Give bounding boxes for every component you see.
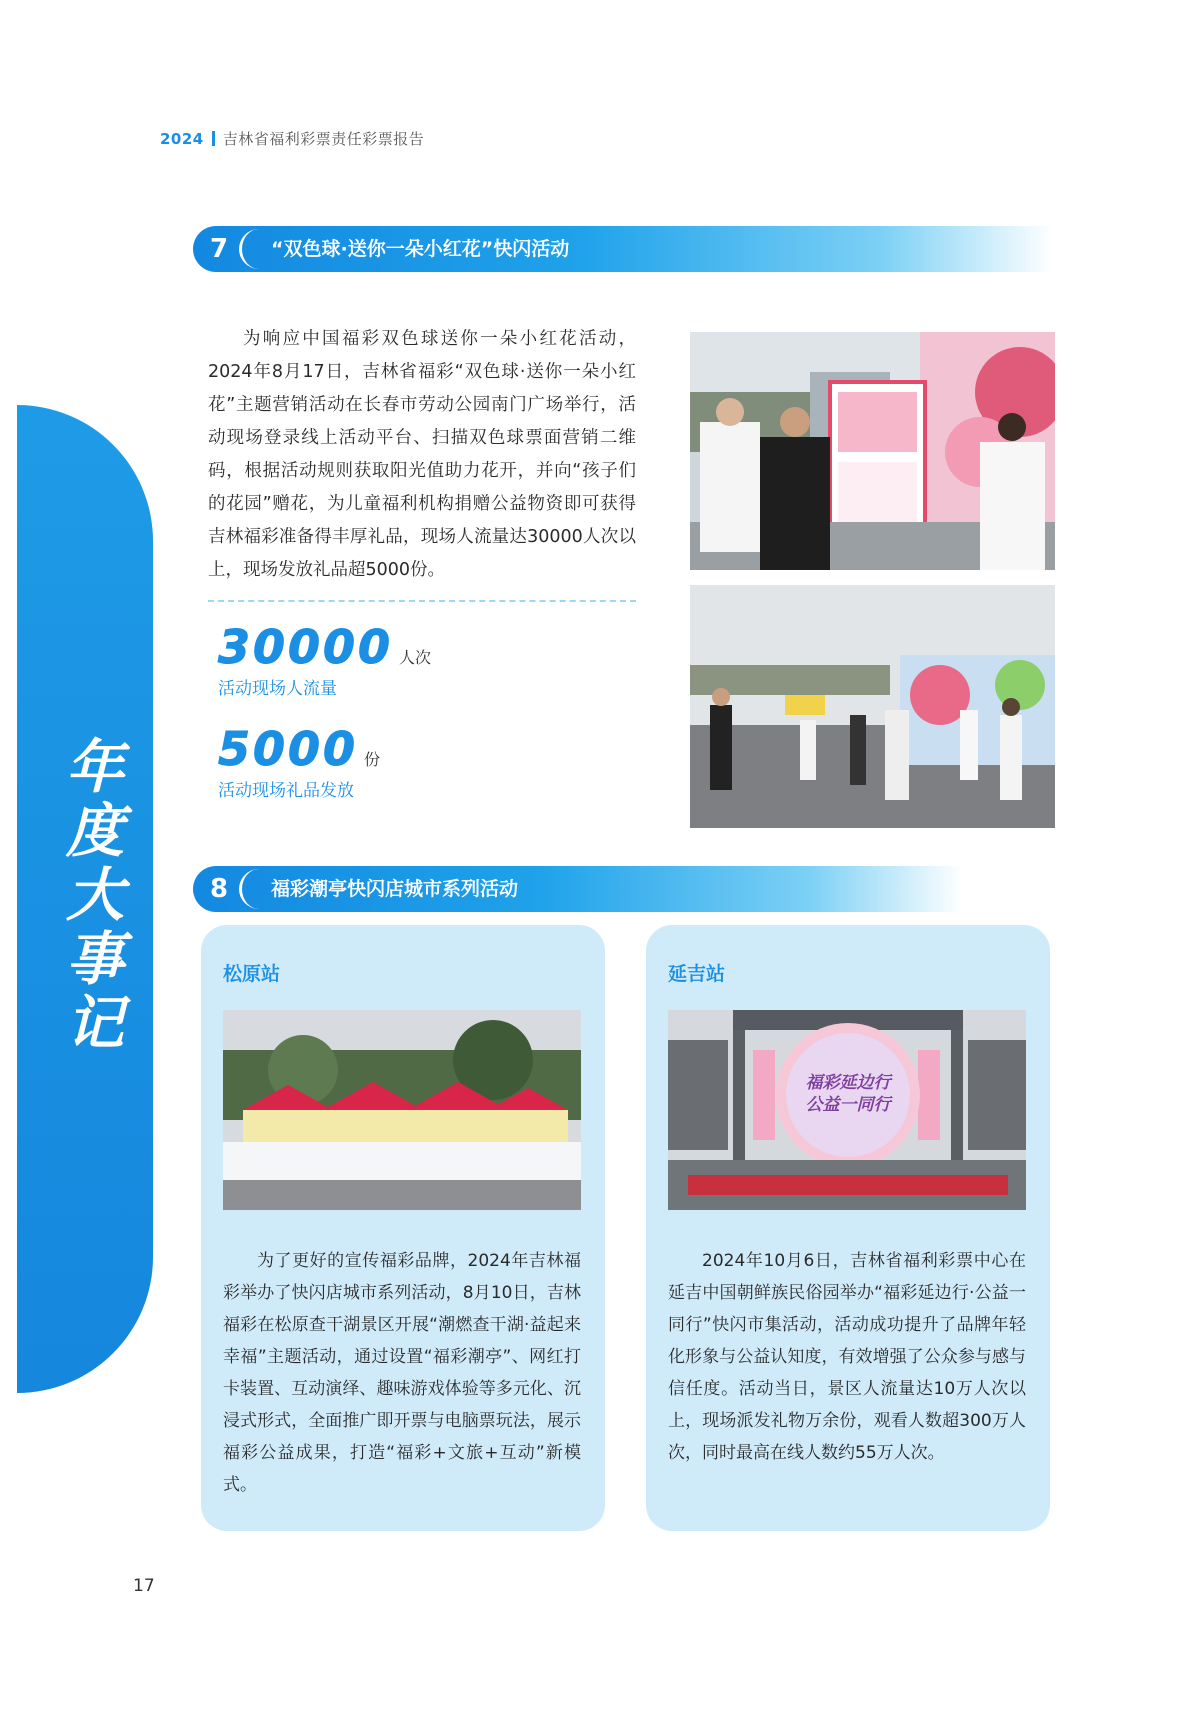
songyuan-photo [223, 1010, 581, 1210]
event-photo-crowd [690, 585, 1055, 828]
section-number: 7 [209, 234, 229, 264]
stat-unit: 份 [364, 750, 381, 769]
side-char: 年 [65, 733, 124, 801]
side-char: 度 [65, 797, 124, 865]
yanji-photo [668, 1010, 1026, 1210]
report-header [160, 128, 424, 149]
stat-gifts [218, 722, 380, 801]
section-title: “双色球·送你一朵小红花”快闪活动 [271, 238, 570, 260]
stat-unit: 人次 [399, 648, 432, 667]
stat-label: 活动现场人流量 [218, 679, 337, 699]
yanji-card [646, 925, 1050, 1531]
side-char: 记 [65, 989, 124, 1057]
songyuan-card [201, 925, 605, 1531]
header-divider [212, 131, 215, 146]
stat-label: 活动现场礼品发放 [218, 781, 354, 801]
section-7-banner [193, 226, 1053, 272]
stage-sign-line1: 福彩延边行 [805, 1073, 891, 1093]
side-char: 事 [65, 925, 124, 993]
card-text: 为了更好的宣传福彩品牌，2024年吉林福彩举办了快闪店城市系列活动，8月10日，吉林福彩在松原查干湖景区开展“潮燃查干湖·益起来幸福”主题活动，通过设置“福彩潮亭”、网红打卡装置、互动演绎、趣味游戏体验等多元化、沉浸式形式，全面推广即开票与电脑票玩法，展示福彩公益成果，打造“福彩+文旅+互动”新模式。 [223, 1251, 581, 1495]
section-8-banner [193, 866, 963, 912]
section-number: 8 [209, 874, 229, 904]
section-7-paragraph: 为响应中国福彩双色球送你一朵小红花活动，2024年8月17日，吉林省福彩“双色球·送你一朵小红花”主题营销活动在长春市劳动公园南门广场举行，活动现场登录线上活动平台、扫描双色球票面营销二维码，根据活动规则获取阳光值助力花开，并向“孩子们的花园”赠花，为儿童福利机构捐赠公益物资即可获得吉林福彩准备得丰厚礼品，现场人流量达30000人次以上，现场发放礼品超5000份。 [208, 329, 636, 580]
card-text: 2024年10月6日，吉林省福利彩票中心在延吉中国朝鲜族民俗园举办“福彩延边行·公益一同行”快闪市集活动，活动成功提升了品牌年轻化形象与公益认知度，有效增强了公众参与感与信任度。活动当日，景区人流量达10万人次以上，现场派发礼物万余份，观看人数超300万人次，同时最高在线人数约55万人次。 [668, 1251, 1026, 1463]
side-title [55, 735, 135, 1055]
stat-value: 5000 [218, 722, 359, 776]
report-title: 吉林省福利彩票责任彩票报告 [222, 130, 425, 148]
page-number: 17 [133, 1576, 155, 1596]
card-title: 延吉站 [668, 963, 726, 985]
card-title: 松原站 [223, 963, 281, 985]
stat-visitors [218, 620, 431, 699]
section-title: 福彩潮亭快闪店城市系列活动 [271, 878, 519, 900]
stage-sign-line2: 公益一同行 [805, 1095, 891, 1115]
stat-value: 30000 [218, 620, 394, 674]
side-char: 大 [65, 861, 124, 929]
event-photo-kiosk [690, 332, 1055, 570]
report-year: 2024 [160, 130, 204, 148]
dashed-divider [208, 600, 636, 602]
